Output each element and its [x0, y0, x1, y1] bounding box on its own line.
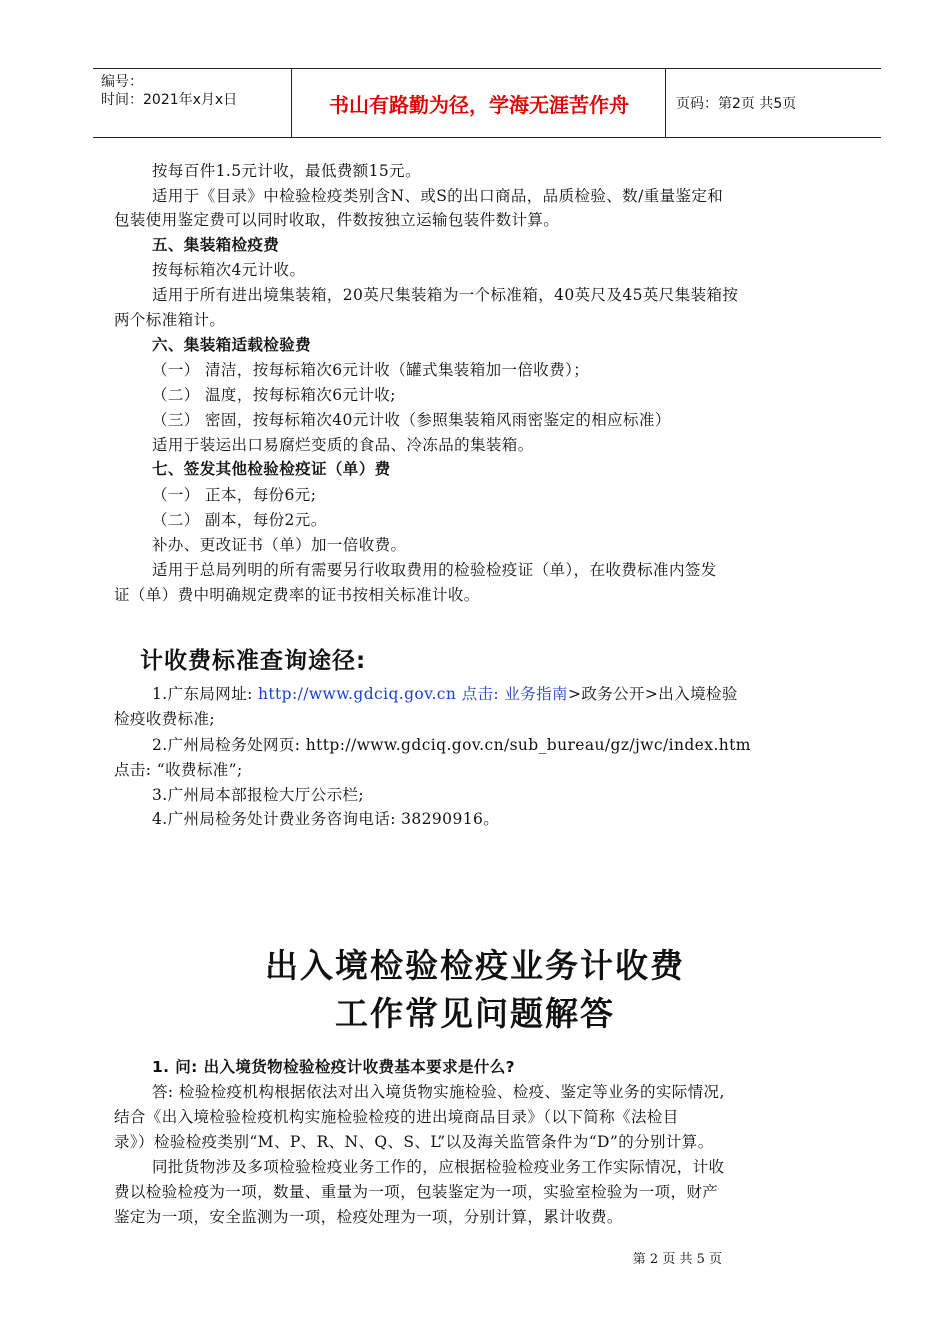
header-time: 时间：2021年x月x日 — [101, 92, 238, 108]
faq-answer-line: 同批货物涉及多项检验检疫业务工作的，应根据检验检疫业务工作实际情况，计收 — [152, 1158, 725, 1176]
section-heading-7: 七、签发其他检验检疫证（单）费 — [152, 460, 391, 478]
faq-title-line-1: 出入境检验检疫业务计收费 — [265, 946, 685, 985]
faq-question-1: 1. 问: 出入境货物检验检疫计收费基本要求是什么? — [152, 1058, 516, 1076]
query-item-1-cont: 检疫收费标准; — [114, 710, 216, 728]
query-item-1 — [152, 684, 738, 704]
section-heading-6: 六、集装箱适载检验费 — [152, 336, 312, 354]
body-line: 包装使用鉴定费可以同时收取，件数按独立运输包装件数计算。 — [114, 211, 560, 229]
faq-answer-line: 录》）检验检疫类别“M、P、R、N、Q、S、L”以及海关监管条件为“D”的分别计算。 — [114, 1133, 714, 1151]
body-line: 适用于《目录》中检验检疫类别含N、或S的出口商品，品质检验、数/重量鉴定和 — [152, 187, 724, 205]
faq-answer-line: 答: 检验检疫机构根据依法对出入境货物实施检验、检疫、鉴定等业务的实际情况, — [152, 1083, 725, 1101]
body-line: 适用于装运出口易腐烂变质的食品、冷冻品的集装箱。 — [152, 436, 534, 454]
query-item-3: 3.广州局本部报检大厅公示栏; — [152, 786, 365, 804]
body-line: 证（单）费中明确规定费率的证书按相关标准计收。 — [114, 586, 480, 604]
query-item-2: 2.广州局检务处网页: http://www.gdciq.gov.cn/sub_bureau/gz/jwc/index.htm — [152, 736, 751, 754]
footer-page-number: 第 2 页 共 5 页 — [632, 1252, 722, 1267]
faq-answer-line: 鉴定为一项，安全监测为一项，检疫处理为一项，分别计算，累计收费。 — [114, 1208, 623, 1226]
body-line: 两个标准箱计。 — [114, 311, 226, 329]
body-line: 补办、更改证书（单）加一倍收费。 — [152, 536, 407, 554]
body-line: （二） 温度，按每标箱次6元计收; — [152, 386, 396, 404]
header-motto: 书山有路勤为径，学海无涯苦作舟 — [293, 69, 666, 137]
page-header — [93, 68, 881, 138]
body-line: （三） 密固，按每标箱次40元计收（参照集装箱风雨密鉴定的相应标准） — [152, 411, 671, 429]
header-number: 编号： — [101, 74, 143, 90]
header-meta — [93, 69, 292, 137]
body-line: （一） 清洁，按每标箱次6元计收（罐式集装箱加一倍收费）； — [152, 361, 590, 379]
faq-answer-line: 结合《出入境检验检疫机构实施检验检疫的进出境商品目录》（以下简称《法检目 — [114, 1108, 679, 1126]
faq-title-line-2: 工作常见问题解答 — [335, 994, 615, 1033]
query-item-1-prefix: 1.广东局网址: — [152, 685, 259, 703]
body-line: 适用于所有进出境集装箱，20英尺集装箱为一个标准箱，40英尺及45英尺集装箱按 — [152, 286, 739, 304]
query-item-1-suffix: >政务公开>出入境检验 — [567, 685, 738, 703]
body-line: 按每标箱次4元计收。 — [152, 261, 306, 279]
body-line: （二） 副本，每份2元。 — [152, 511, 327, 529]
page-footer — [0, 1248, 950, 1267]
section-heading-5: 五、集装箱检疫费 — [152, 236, 280, 254]
query-item-2-cont: 点击: “收费标准”; — [114, 761, 243, 779]
gdciq-link[interactable]: http://www.gdciq.gov.cn 点击: 业务指南 — [258, 685, 568, 703]
body-line: 适用于总局列明的所有需要另行收取费用的检验检疫证（单），在收费标准内签发 — [152, 561, 717, 579]
body-line: 按每百件1.5元计收，最低费额15元。 — [152, 162, 421, 180]
body-line: （一） 正本，每份6元; — [152, 486, 317, 504]
header-page: 页码：第2页 共5页 — [676, 96, 797, 112]
query-section-title: 计收费标准查询途径: — [140, 648, 367, 674]
faq-answer-line: 费以检验检疫为一项，数量、重量为一项，包装鉴定为一项，实验室检验为一项，财产 — [114, 1183, 719, 1201]
query-item-4: 4.广州局检务处计费业务咨询电话: 38290916。 — [152, 810, 500, 828]
